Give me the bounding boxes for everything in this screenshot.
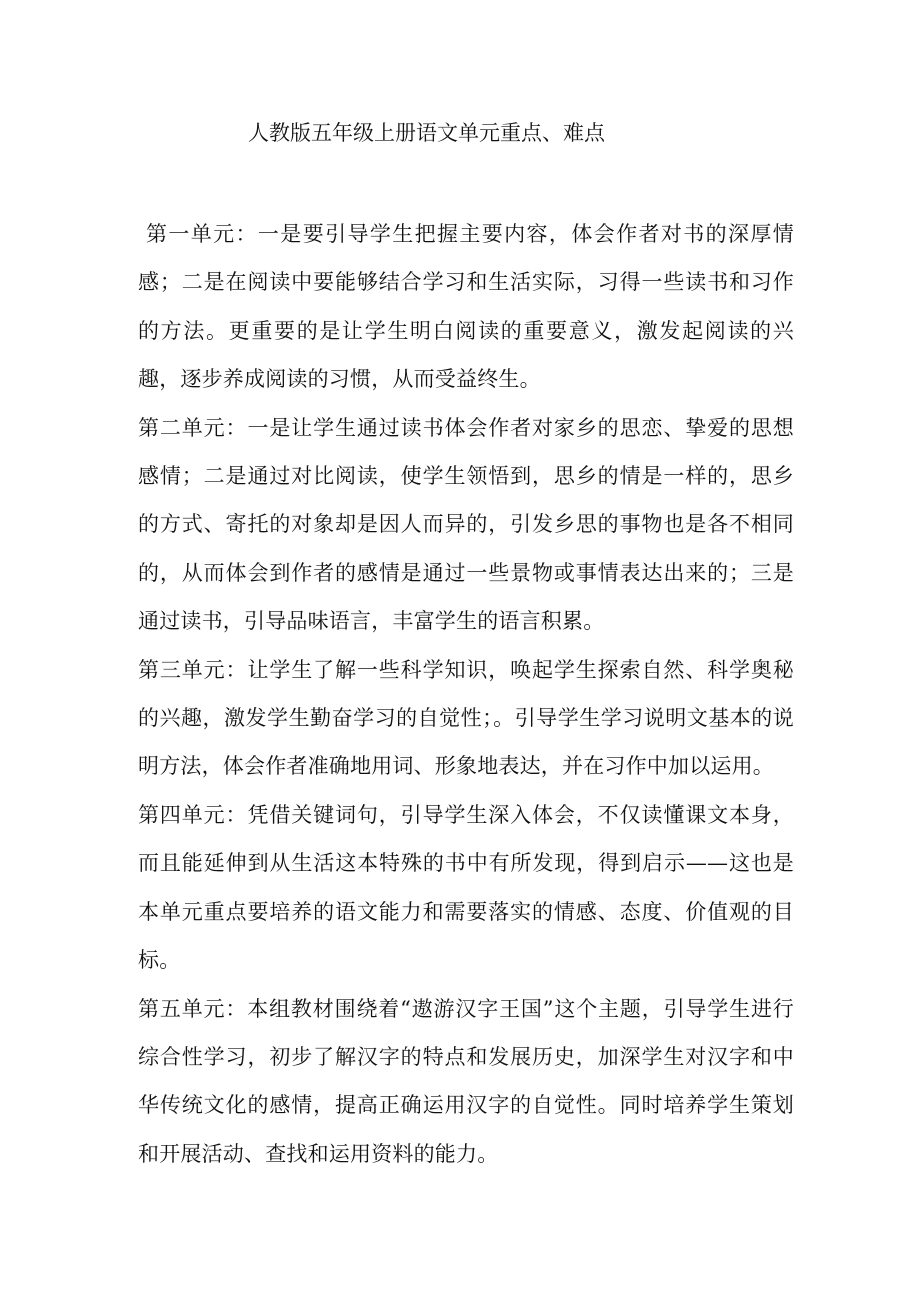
- document-title: 人教版五年级上册语文单元重点、难点: [248, 121, 605, 145]
- document-body: [138, 210, 794, 1178]
- unit-4-paragraph: 第四单元：凭借关键词句，引导学生深入体会，不仅读懂课文本身，而且能延伸到从生活这本特殊的书中有所发现，得到启示——这也是本单元重点要培养的语文能力和需要落实的情感、态度、价值观的目标。: [138, 802, 794, 973]
- unit-5-paragraph: 第五单元：本组教材围绕着“遨游汉字王国”这个主题，引导学生进行综合性学习，初步了解汉字的特点和发展历史，加深学生对汉字和中华传统文化的感情，提高正确运用汉字的自觉性。同时培养学生策划和开展活动、查找和运用资料的能力。: [138, 996, 794, 1166]
- unit-2-paragraph: 第二单元：一是让学生通过读书体会作者对家乡的思恋、挚爱的思想感情；二是通过对比阅读，使学生领悟到，思乡的情是一样的，思乡的方式、寄托的对象却是因人而异的，引发乡思的事物也是各不相同的，从而体会到作者的感情是通过一些景物或事情表达出来的；三是通过读书，引导品味语言，丰富学生的语言积累。: [138, 415, 794, 634]
- unit-1-paragraph: 第一单元：一是要引导学生把握主要内容，体会作者对书的深厚情感；二是在阅读中要能够结合学习和生活实际，习得一些读书和习作的方法。更重要的是让学生明白阅读的重要意义，激发起阅读的兴趣，逐步养成阅读的习惯，从而受益终生。: [138, 222, 794, 392]
- unit-3-paragraph: 第三单元：让学生了解一些科学知识，唤起学生探索自然、科学奥秘的兴趣，激发学生勤奋学习的自觉性；。引导学生学习说明文基本的说明方法，体会作者准确地用词、形象地表达，并在习作中加以运用。: [138, 657, 794, 779]
